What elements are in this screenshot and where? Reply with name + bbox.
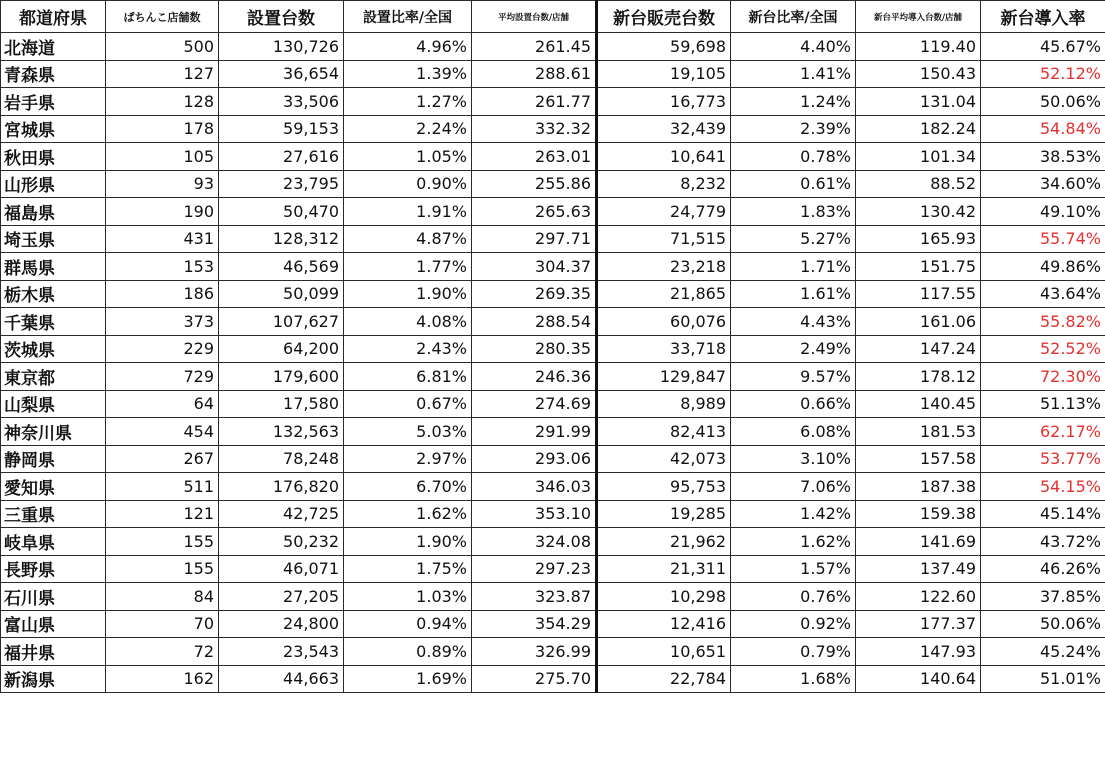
cell-new-sales: 10,651 xyxy=(597,638,731,666)
cell-new-ratio: 6.08% xyxy=(731,418,856,446)
cell-avg-installed: 261.45 xyxy=(472,33,597,61)
cell-new-rate: 43.72% xyxy=(981,528,1105,556)
header-install-ratio: 設置比率/全国 xyxy=(344,1,472,33)
table-row xyxy=(1,473,1105,501)
cell-prefecture: 三重県 xyxy=(1,500,106,528)
cell-new-rate: 51.13% xyxy=(981,390,1105,418)
cell-avg-installed: 269.35 xyxy=(472,280,597,308)
table-row xyxy=(1,418,1105,446)
cell-installed: 23,795 xyxy=(219,170,344,198)
cell-avg-new: 131.04 xyxy=(856,88,981,116)
cell-stores: 155 xyxy=(106,528,219,556)
cell-avg-installed: 304.37 xyxy=(472,253,597,281)
cell-installed: 42,725 xyxy=(219,500,344,528)
cell-prefecture: 神奈川県 xyxy=(1,418,106,446)
cell-prefecture: 新潟県 xyxy=(1,665,106,693)
cell-install-ratio: 5.03% xyxy=(344,418,472,446)
cell-avg-new: 137.49 xyxy=(856,555,981,583)
cell-new-sales: 19,285 xyxy=(597,500,731,528)
cell-stores: 431 xyxy=(106,225,219,253)
cell-new-rate: 52.52% xyxy=(981,335,1105,363)
cell-stores: 121 xyxy=(106,500,219,528)
cell-stores: 127 xyxy=(106,60,219,88)
cell-stores: 186 xyxy=(106,280,219,308)
cell-avg-new: 140.45 xyxy=(856,390,981,418)
cell-avg-new: 130.42 xyxy=(856,198,981,226)
cell-avg-installed: 255.86 xyxy=(472,170,597,198)
cell-new-rate: 55.82% xyxy=(981,308,1105,336)
cell-installed: 50,232 xyxy=(219,528,344,556)
cell-new-ratio: 5.27% xyxy=(731,225,856,253)
cell-install-ratio: 2.24% xyxy=(344,115,472,143)
cell-avg-new: 161.06 xyxy=(856,308,981,336)
table-row xyxy=(1,88,1105,116)
cell-avg-new: 177.37 xyxy=(856,610,981,638)
cell-new-ratio: 1.42% xyxy=(731,500,856,528)
cell-prefecture: 茨城県 xyxy=(1,335,106,363)
cell-new-ratio: 0.66% xyxy=(731,390,856,418)
table-row xyxy=(1,390,1105,418)
header-installed: 設置台数 xyxy=(219,1,344,33)
table-row xyxy=(1,170,1105,198)
cell-avg-installed: 293.06 xyxy=(472,445,597,473)
header-new-sales: 新台販売台数 xyxy=(597,1,731,33)
cell-new-ratio: 2.39% xyxy=(731,115,856,143)
cell-avg-installed: 246.36 xyxy=(472,363,597,391)
cell-installed: 176,820 xyxy=(219,473,344,501)
cell-avg-new: 101.34 xyxy=(856,143,981,171)
table-row xyxy=(1,445,1105,473)
cell-avg-new: 117.55 xyxy=(856,280,981,308)
cell-new-ratio: 1.68% xyxy=(731,665,856,693)
cell-install-ratio: 4.87% xyxy=(344,225,472,253)
cell-new-ratio: 0.79% xyxy=(731,638,856,666)
cell-install-ratio: 1.27% xyxy=(344,88,472,116)
cell-new-sales: 10,641 xyxy=(597,143,731,171)
cell-new-sales: 21,962 xyxy=(597,528,731,556)
cell-avg-installed: 288.54 xyxy=(472,308,597,336)
cell-stores: 155 xyxy=(106,555,219,583)
cell-installed: 132,563 xyxy=(219,418,344,446)
cell-avg-installed: 297.23 xyxy=(472,555,597,583)
table-row xyxy=(1,583,1105,611)
cell-new-sales: 22,784 xyxy=(597,665,731,693)
cell-stores: 267 xyxy=(106,445,219,473)
table-row xyxy=(1,253,1105,281)
cell-new-sales: 8,989 xyxy=(597,390,731,418)
cell-new-sales: 60,076 xyxy=(597,308,731,336)
cell-new-sales: 32,439 xyxy=(597,115,731,143)
cell-installed: 179,600 xyxy=(219,363,344,391)
cell-install-ratio: 1.39% xyxy=(344,60,472,88)
cell-avg-installed: 280.35 xyxy=(472,335,597,363)
cell-installed: 46,569 xyxy=(219,253,344,281)
cell-installed: 64,200 xyxy=(219,335,344,363)
table-row xyxy=(1,225,1105,253)
cell-new-ratio: 0.76% xyxy=(731,583,856,611)
cell-install-ratio: 0.89% xyxy=(344,638,472,666)
cell-avg-installed: 291.99 xyxy=(472,418,597,446)
cell-installed: 27,205 xyxy=(219,583,344,611)
cell-install-ratio: 1.90% xyxy=(344,528,472,556)
cell-new-rate: 49.86% xyxy=(981,253,1105,281)
cell-prefecture: 愛知県 xyxy=(1,473,106,501)
cell-installed: 46,071 xyxy=(219,555,344,583)
cell-installed: 59,153 xyxy=(219,115,344,143)
cell-new-ratio: 1.41% xyxy=(731,60,856,88)
cell-installed: 130,726 xyxy=(219,33,344,61)
cell-install-ratio: 6.70% xyxy=(344,473,472,501)
cell-new-sales: 95,753 xyxy=(597,473,731,501)
cell-avg-installed: 324.08 xyxy=(472,528,597,556)
cell-new-ratio: 0.92% xyxy=(731,610,856,638)
table-row xyxy=(1,555,1105,583)
cell-avg-new: 157.58 xyxy=(856,445,981,473)
cell-avg-new: 178.12 xyxy=(856,363,981,391)
cell-new-rate: 54.15% xyxy=(981,473,1105,501)
table-row xyxy=(1,363,1105,391)
cell-new-rate: 72.30% xyxy=(981,363,1105,391)
cell-new-sales: 129,847 xyxy=(597,363,731,391)
cell-prefecture: 東京都 xyxy=(1,363,106,391)
cell-stores: 72 xyxy=(106,638,219,666)
cell-install-ratio: 1.90% xyxy=(344,280,472,308)
cell-new-sales: 21,311 xyxy=(597,555,731,583)
cell-new-sales: 19,105 xyxy=(597,60,731,88)
cell-prefecture: 岐阜県 xyxy=(1,528,106,556)
cell-installed: 24,800 xyxy=(219,610,344,638)
cell-new-ratio: 1.61% xyxy=(731,280,856,308)
cell-new-ratio: 1.24% xyxy=(731,88,856,116)
cell-new-sales: 21,865 xyxy=(597,280,731,308)
table-row xyxy=(1,115,1105,143)
cell-new-rate: 45.14% xyxy=(981,500,1105,528)
cell-new-rate: 51.01% xyxy=(981,665,1105,693)
cell-installed: 17,580 xyxy=(219,390,344,418)
cell-avg-installed: 288.61 xyxy=(472,60,597,88)
cell-avg-new: 181.53 xyxy=(856,418,981,446)
cell-prefecture: 福島県 xyxy=(1,198,106,226)
cell-avg-installed: 354.29 xyxy=(472,610,597,638)
cell-installed: 107,627 xyxy=(219,308,344,336)
cell-prefecture: 富山県 xyxy=(1,610,106,638)
cell-new-rate: 43.64% xyxy=(981,280,1105,308)
cell-new-sales: 12,416 xyxy=(597,610,731,638)
cell-prefecture: 北海道 xyxy=(1,33,106,61)
cell-stores: 178 xyxy=(106,115,219,143)
cell-prefecture: 群馬県 xyxy=(1,253,106,281)
cell-stores: 105 xyxy=(106,143,219,171)
cell-avg-new: 147.93 xyxy=(856,638,981,666)
cell-new-rate: 45.24% xyxy=(981,638,1105,666)
cell-new-sales: 42,073 xyxy=(597,445,731,473)
cell-stores: 454 xyxy=(106,418,219,446)
cell-installed: 128,312 xyxy=(219,225,344,253)
cell-avg-installed: 261.77 xyxy=(472,88,597,116)
cell-new-ratio: 1.83% xyxy=(731,198,856,226)
cell-new-ratio: 1.62% xyxy=(731,528,856,556)
cell-installed: 36,654 xyxy=(219,60,344,88)
header-avg-installed: 平均設置台数/店舗 xyxy=(472,1,597,33)
cell-prefecture: 秋田県 xyxy=(1,143,106,171)
cell-new-sales: 82,413 xyxy=(597,418,731,446)
cell-avg-new: 165.93 xyxy=(856,225,981,253)
cell-prefecture: 埼玉県 xyxy=(1,225,106,253)
cell-avg-installed: 297.71 xyxy=(472,225,597,253)
cell-install-ratio: 0.90% xyxy=(344,170,472,198)
cell-new-rate: 49.10% xyxy=(981,198,1105,226)
cell-avg-new: 151.75 xyxy=(856,253,981,281)
cell-prefecture: 長野県 xyxy=(1,555,106,583)
cell-avg-installed: 346.03 xyxy=(472,473,597,501)
cell-prefecture: 青森県 xyxy=(1,60,106,88)
cell-new-ratio: 0.61% xyxy=(731,170,856,198)
cell-avg-new: 150.43 xyxy=(856,60,981,88)
cell-avg-installed: 323.87 xyxy=(472,583,597,611)
table-row xyxy=(1,33,1105,61)
table-row xyxy=(1,143,1105,171)
cell-new-rate: 46.26% xyxy=(981,555,1105,583)
cell-new-ratio: 9.57% xyxy=(731,363,856,391)
cell-installed: 23,543 xyxy=(219,638,344,666)
table-row xyxy=(1,528,1105,556)
cell-new-sales: 10,298 xyxy=(597,583,731,611)
table-row xyxy=(1,500,1105,528)
cell-avg-installed: 353.10 xyxy=(472,500,597,528)
cell-stores: 64 xyxy=(106,390,219,418)
cell-stores: 373 xyxy=(106,308,219,336)
cell-avg-installed: 265.63 xyxy=(472,198,597,226)
cell-new-sales: 33,718 xyxy=(597,335,731,363)
cell-install-ratio: 0.67% xyxy=(344,390,472,418)
cell-new-sales: 16,773 xyxy=(597,88,731,116)
cell-install-ratio: 1.05% xyxy=(344,143,472,171)
header-prefecture: 都道府県 xyxy=(1,1,106,33)
cell-prefecture: 静岡県 xyxy=(1,445,106,473)
cell-avg-installed: 275.70 xyxy=(472,665,597,693)
cell-prefecture: 千葉県 xyxy=(1,308,106,336)
cell-install-ratio: 2.43% xyxy=(344,335,472,363)
cell-installed: 33,506 xyxy=(219,88,344,116)
cell-new-sales: 23,218 xyxy=(597,253,731,281)
cell-avg-new: 122.60 xyxy=(856,583,981,611)
cell-new-ratio: 4.43% xyxy=(731,308,856,336)
cell-avg-installed: 263.01 xyxy=(472,143,597,171)
cell-stores: 511 xyxy=(106,473,219,501)
cell-new-ratio: 1.71% xyxy=(731,253,856,281)
cell-stores: 500 xyxy=(106,33,219,61)
table-row xyxy=(1,198,1105,226)
header-row xyxy=(1,1,1105,33)
header-avg-new: 新台平均導入台数/店舗 xyxy=(856,1,981,33)
cell-new-rate: 37.85% xyxy=(981,583,1105,611)
cell-stores: 84 xyxy=(106,583,219,611)
cell-avg-new: 88.52 xyxy=(856,170,981,198)
cell-installed: 44,663 xyxy=(219,665,344,693)
cell-new-sales: 59,698 xyxy=(597,33,731,61)
header-new-rate: 新台導入率 xyxy=(981,1,1105,33)
cell-install-ratio: 6.81% xyxy=(344,363,472,391)
cell-avg-installed: 274.69 xyxy=(472,390,597,418)
cell-new-rate: 62.17% xyxy=(981,418,1105,446)
cell-prefecture: 福井県 xyxy=(1,638,106,666)
cell-installed: 50,470 xyxy=(219,198,344,226)
cell-new-sales: 71,515 xyxy=(597,225,731,253)
cell-install-ratio: 1.77% xyxy=(344,253,472,281)
cell-installed: 27,616 xyxy=(219,143,344,171)
cell-new-rate: 50.06% xyxy=(981,610,1105,638)
cell-new-ratio: 3.10% xyxy=(731,445,856,473)
cell-prefecture: 石川県 xyxy=(1,583,106,611)
cell-new-ratio: 4.40% xyxy=(731,33,856,61)
table-row xyxy=(1,638,1105,666)
cell-avg-new: 187.38 xyxy=(856,473,981,501)
cell-avg-new: 119.40 xyxy=(856,33,981,61)
cell-stores: 229 xyxy=(106,335,219,363)
cell-prefecture: 栃木県 xyxy=(1,280,106,308)
cell-new-rate: 55.74% xyxy=(981,225,1105,253)
cell-stores: 190 xyxy=(106,198,219,226)
cell-installed: 50,099 xyxy=(219,280,344,308)
cell-new-ratio: 0.78% xyxy=(731,143,856,171)
cell-stores: 70 xyxy=(106,610,219,638)
cell-avg-new: 140.64 xyxy=(856,665,981,693)
table-row xyxy=(1,60,1105,88)
table-row xyxy=(1,280,1105,308)
cell-new-ratio: 2.49% xyxy=(731,335,856,363)
cell-new-sales: 24,779 xyxy=(597,198,731,226)
cell-avg-new: 147.24 xyxy=(856,335,981,363)
cell-new-rate: 38.53% xyxy=(981,143,1105,171)
cell-new-ratio: 1.57% xyxy=(731,555,856,583)
table-row xyxy=(1,335,1105,363)
cell-install-ratio: 4.96% xyxy=(344,33,472,61)
cell-install-ratio: 1.69% xyxy=(344,665,472,693)
cell-stores: 93 xyxy=(106,170,219,198)
cell-avg-new: 141.69 xyxy=(856,528,981,556)
cell-install-ratio: 0.94% xyxy=(344,610,472,638)
cell-new-rate: 54.84% xyxy=(981,115,1105,143)
cell-new-ratio: 7.06% xyxy=(731,473,856,501)
table-row xyxy=(1,665,1105,693)
cell-install-ratio: 1.75% xyxy=(344,555,472,583)
cell-install-ratio: 1.03% xyxy=(344,583,472,611)
cell-avg-new: 182.24 xyxy=(856,115,981,143)
cell-avg-new: 159.38 xyxy=(856,500,981,528)
cell-stores: 128 xyxy=(106,88,219,116)
cell-prefecture: 山形県 xyxy=(1,170,106,198)
cell-installed: 78,248 xyxy=(219,445,344,473)
table-row xyxy=(1,610,1105,638)
table-row xyxy=(1,308,1105,336)
cell-avg-installed: 332.32 xyxy=(472,115,597,143)
cell-prefecture: 宮城県 xyxy=(1,115,106,143)
cell-new-rate: 50.06% xyxy=(981,88,1105,116)
cell-avg-installed: 326.99 xyxy=(472,638,597,666)
cell-new-rate: 45.67% xyxy=(981,33,1105,61)
cell-new-sales: 8,232 xyxy=(597,170,731,198)
cell-new-rate: 53.77% xyxy=(981,445,1105,473)
cell-stores: 729 xyxy=(106,363,219,391)
cell-install-ratio: 2.97% xyxy=(344,445,472,473)
cell-prefecture: 山梨県 xyxy=(1,390,106,418)
header-stores: ぱちんこ店舗数 xyxy=(106,1,219,33)
cell-stores: 162 xyxy=(106,665,219,693)
cell-new-rate: 52.12% xyxy=(981,60,1105,88)
header-new-ratio: 新台比率/全国 xyxy=(731,1,856,33)
cell-install-ratio: 1.62% xyxy=(344,500,472,528)
cell-install-ratio: 1.91% xyxy=(344,198,472,226)
cell-stores: 153 xyxy=(106,253,219,281)
cell-install-ratio: 4.08% xyxy=(344,308,472,336)
cell-prefecture: 岩手県 xyxy=(1,88,106,116)
cell-new-rate: 34.60% xyxy=(981,170,1105,198)
table-body xyxy=(1,33,1105,693)
